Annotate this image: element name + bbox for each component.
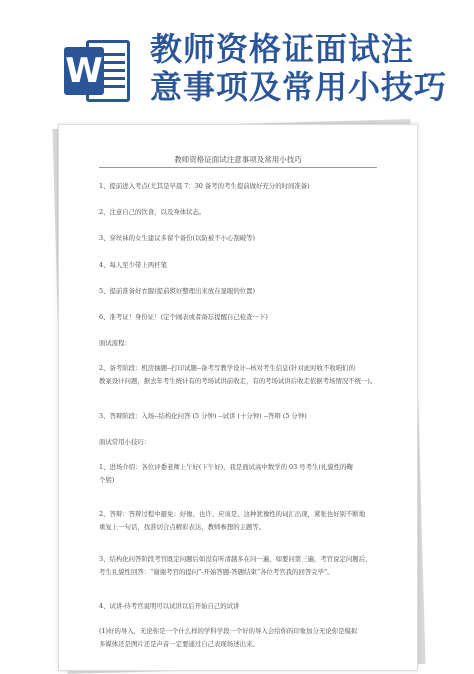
word-letter: W: [64, 47, 104, 95]
banner-title: [150, 30, 470, 106]
paragraph: 1、进场介绍：各位评委老师上午好(下午好)，我是面试高中数学的 03 号考生(礼貌性的鞠 个躬): [99, 463, 353, 484]
document-banner: [0, 0, 474, 118]
paragraph: 3、穿丝袜的女生建议多留个备份(以防被不小心刮破等): [99, 234, 256, 242]
banner-title-line2: 意事项及常用小技巧: [150, 68, 448, 106]
word-document-icon: [64, 40, 130, 102]
paragraph: (1)好的导入，无论你是一个什么样的学科学段一个好的导入会给你的印象加分无论你是模拟 多媒体还是图片还是声音一定要通过自己表现场述出来。: [99, 627, 358, 648]
paragraph: 1、提前进入考点(尤其是早晨 7：30 备考的考生提前做好充分的时间准备): [99, 182, 310, 190]
document-title: 教师资格证面试注意事项及常用小技巧: [174, 155, 302, 164]
section-heading: 面试流程：: [99, 339, 131, 347]
paragraph: 5、提前准备好衣服(提前熨好整理出来放在显眼的位置): [99, 287, 256, 295]
paragraph: 4、试讲-待考官说明可以试讲以后开始自己的试讲: [99, 602, 240, 610]
paragraph: 2、备考阶段：机房抽题--打印试题--备考写教学设计--核对考生信息(针对此时收不收咱们的 教案设计问题，据去年考生统计有的考场试讲前收走，有的考场试讲后收走依据考场情况不统一)。: [99, 364, 377, 385]
paragraph: 4、每人至少带上两杆笔: [99, 261, 167, 269]
document-page: [58, 124, 418, 671]
paragraph: 2、注意自己的饮食，以及身体状态。: [99, 208, 206, 216]
paragraph: 3、答辩阶段：入场--结构化问答 (5 分钟) --试讲 (十分钟) --答辩 (5 分钟): [99, 412, 307, 420]
title-divider: [99, 167, 377, 168]
banner-title-line1: 教师资格证面试注: [150, 30, 415, 68]
paragraph: 2、答辩：答辩过程中避免：好像、也许、应该是、这种犹豫性的词汇出现，紧张也好别不断地 重复上一句话，找准切合点精彩表达，教师参想的主题等。: [99, 510, 366, 531]
paragraph: 6、准考证！身份证！(定个闹表或者备忘提醒自己检查一下): [99, 313, 268, 321]
section-heading: 面试常用小技巧：: [99, 438, 151, 446]
paragraph: 3、结构化问答阶段考官既定问题后如没有听清越多在问一遍，如要问第三遍，考官说定问题后， 考生礼貌性回答：“谢谢考官的提问”-开始答题-答题结束“各位考官我的回答完毕”。: [99, 555, 372, 576]
